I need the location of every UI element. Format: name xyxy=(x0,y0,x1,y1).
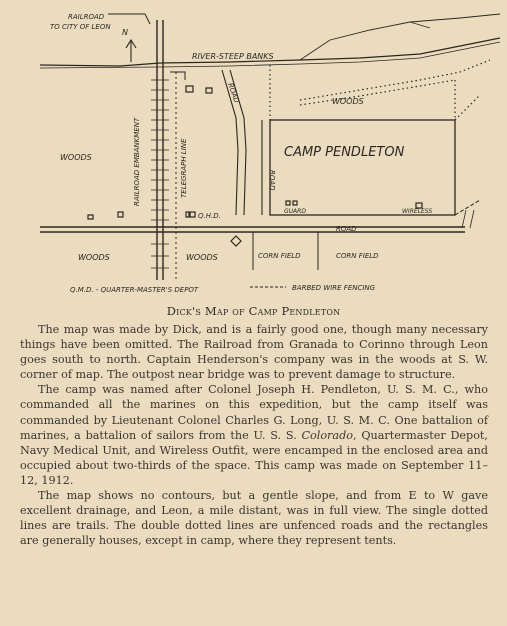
label-guard: GUARD xyxy=(284,208,306,215)
label-qhd: Q.H.D. xyxy=(198,212,221,220)
north-arrow xyxy=(126,40,136,62)
camp-map xyxy=(0,0,507,300)
paragraph-camp-history: The camp was named after Colonel Joseph H. Pendleton, U. S. M. C., who commanded all the marines on this expedition, but the camp itself was commanded by Lieutenant Colonel Charles G. Long, U. S. M. C. One battalion of marines, a battalion of sailors from the U. S. S. Colorado, Quartermaster Depot, Navy Medical Unit, and Wireless Outfit, were encamped in the enclosed area and occupied about two-thirds of the space. This camp was made on September 11–12, 1912. xyxy=(20,383,489,487)
paragraph-intro: The map was made by Dick, and is a fairly good one, though many necessary things have been omitted. The Railroad from Granada to Corinno through Leon goes south to north. Captain Henderson's company was in the woods at S. W. corner of map. The outpost near bridge was to prevent damage to structure. xyxy=(20,323,488,382)
ship-name: Colorado xyxy=(301,428,353,442)
label-woods-sw: WOODS xyxy=(78,253,110,262)
paragraph-map-notes: The map shows no contours, but a gentle slope, and from E to W gave excellent drainage, and Leon, a mile distant, was in full view. The single dotted lines are trails. The double dotted lines are unfenced roads and the rectangles are generally houses, except in camp, where they represent tents. xyxy=(20,489,488,548)
map-caption: Dick's Map of Camp Pendleton xyxy=(166,304,341,318)
legend-barbed-wire: BARBED WIRE FENCING xyxy=(292,284,376,292)
label-city-of-leon: TO CITY OF LEON xyxy=(50,23,111,31)
label-north: N xyxy=(122,28,128,37)
label-telegraph-line: TELEGRAPH LINE xyxy=(180,138,188,198)
camp-enclosure xyxy=(270,120,455,215)
label-railroad-to: RAILROAD xyxy=(68,13,105,21)
article-body xyxy=(20,322,488,548)
label-woods-south: WOODS xyxy=(186,253,218,262)
label-corn-field-2: CORN FIELD xyxy=(336,252,379,260)
legend-qmd: Q.M.D. - QUARTER-MASTER'S DEPOT xyxy=(70,286,199,294)
label-road-vertical: ROAD xyxy=(268,170,276,191)
label-road-horizontal: ROAD xyxy=(336,225,357,233)
label-camp-pendleton: CAMP PENDLETON xyxy=(284,145,405,160)
label-woods-ne: WOODS xyxy=(332,97,364,106)
label-wireless: WIRELESS xyxy=(402,208,433,215)
label-railroad-embankment: RAILROAD EMBANKMENT xyxy=(133,117,141,206)
label-road-diagonal: ROAD xyxy=(226,81,241,105)
label-river: RIVER-STEEP BANKS xyxy=(192,52,274,61)
label-corn-field-1: CORN FIELD xyxy=(258,252,301,260)
label-woods-west: WOODS xyxy=(60,153,92,162)
